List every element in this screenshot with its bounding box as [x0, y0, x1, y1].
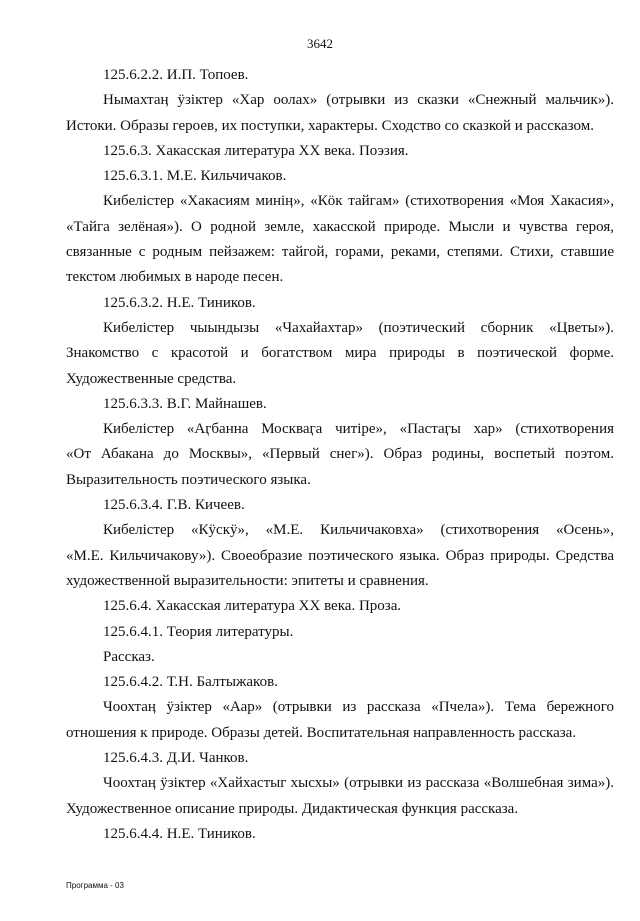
- footer-label: Программа - 03: [66, 881, 124, 890]
- text-line: 125.6.3.4. Г.В. Кичеев.: [103, 497, 245, 514]
- text-line: «Тайга зелёная»). О родной земле, хакасской природе. Мысли и чувства героя,: [66, 218, 614, 235]
- text-line: 125.6.3.2. Н.Е. Тиников.: [103, 294, 256, 311]
- text-line: Знакомство с красотой и богатством мира природы в поэтической форме.: [66, 345, 614, 362]
- text-line: текстом любимых в народе песен.: [66, 269, 284, 286]
- text-line: Чоохтаӊ ӱзiктер «Аар» (отрывки из рассказа «Пчела»). Тема бережного: [103, 699, 614, 716]
- text-line: 125.6.4.4. Н.Е. Тиников.: [103, 825, 256, 842]
- page-number: 3642: [307, 36, 333, 51]
- text-line: Нымахтаӊ ӱзiктер «Хар оолах» (отрывки из сказки «Снежный мальчик»).: [103, 92, 614, 109]
- text-line: Истоки. Образы героев, их поступки, характеры. Сходство со сказкой и рассказом.: [66, 117, 594, 134]
- text-line: художественной выразительности: эпитеты и сравнения.: [66, 572, 429, 589]
- text-line: Чоохтаӊ ӱзiктер «Хайхастыг хысхы» (отрывки из рассказа «Волшебная зима»).: [103, 775, 614, 792]
- text-line: отношения к природе. Образы детей. Воспитательная направленность рассказа.: [66, 724, 577, 741]
- text-line: Художественное описание природы. Дидактическая функция рассказа.: [66, 800, 519, 817]
- text-line: Кибелiстер «Хакасиям минiӊ», «Кӧк тайгам» (стихотворения «Моя Хакасия»,: [103, 193, 614, 210]
- text-line: Кибелiстер «Кӱскӱ», «М.Е. Кильчичаковха» (стихотворения «Осень»,: [103, 522, 614, 539]
- text-line: Кибелiстер «Аӷбанна Москваӷа читiре», «Пастаӷы хар» (стихотворения: [103, 421, 614, 438]
- text-line: 125.6.3. Хакасская литература XX века. Поэзия.: [103, 142, 409, 159]
- text-line: «М.Е. Кильчичакову»). Своеобразие поэтического языка. Образ природы. Средства: [66, 547, 614, 564]
- text-line: «От Абакана до Москвы», «Первый снег»). Образ родины, воспетый поэтом.: [66, 446, 614, 463]
- text-line: 125.6.4. Хакасская литература XX века. Проза.: [103, 598, 402, 615]
- text-line: 125.6.4.2. Т.Н. Балтыжаков.: [103, 674, 278, 691]
- text-line: 125.6.3.3. В.Г. Майнашев.: [103, 395, 267, 412]
- text-line: 125.6.4.1. Теория литературы.: [103, 623, 294, 640]
- text-line: связанные с родным пейзажем: тайгой, горами, реками, степями. Стихи, ставшие: [66, 244, 614, 261]
- text-line: Кибелiстер чыындызы «Чахайахтар» (поэтический сборник «Цветы»).: [103, 319, 614, 336]
- text-line: 125.6.3.1. М.Е. Кильчичаков.: [103, 168, 287, 185]
- text-line: 125.6.2.2. И.П. Топоев.: [103, 67, 249, 83]
- text-line: Художественные средства.: [66, 370, 237, 387]
- text-line: 125.6.4.3. Д.И. Чанков.: [103, 750, 249, 767]
- body-text: [66, 63, 614, 847]
- text-line: Выразительность поэтического языка.: [66, 471, 311, 488]
- text-line: Рассказ.: [103, 648, 155, 665]
